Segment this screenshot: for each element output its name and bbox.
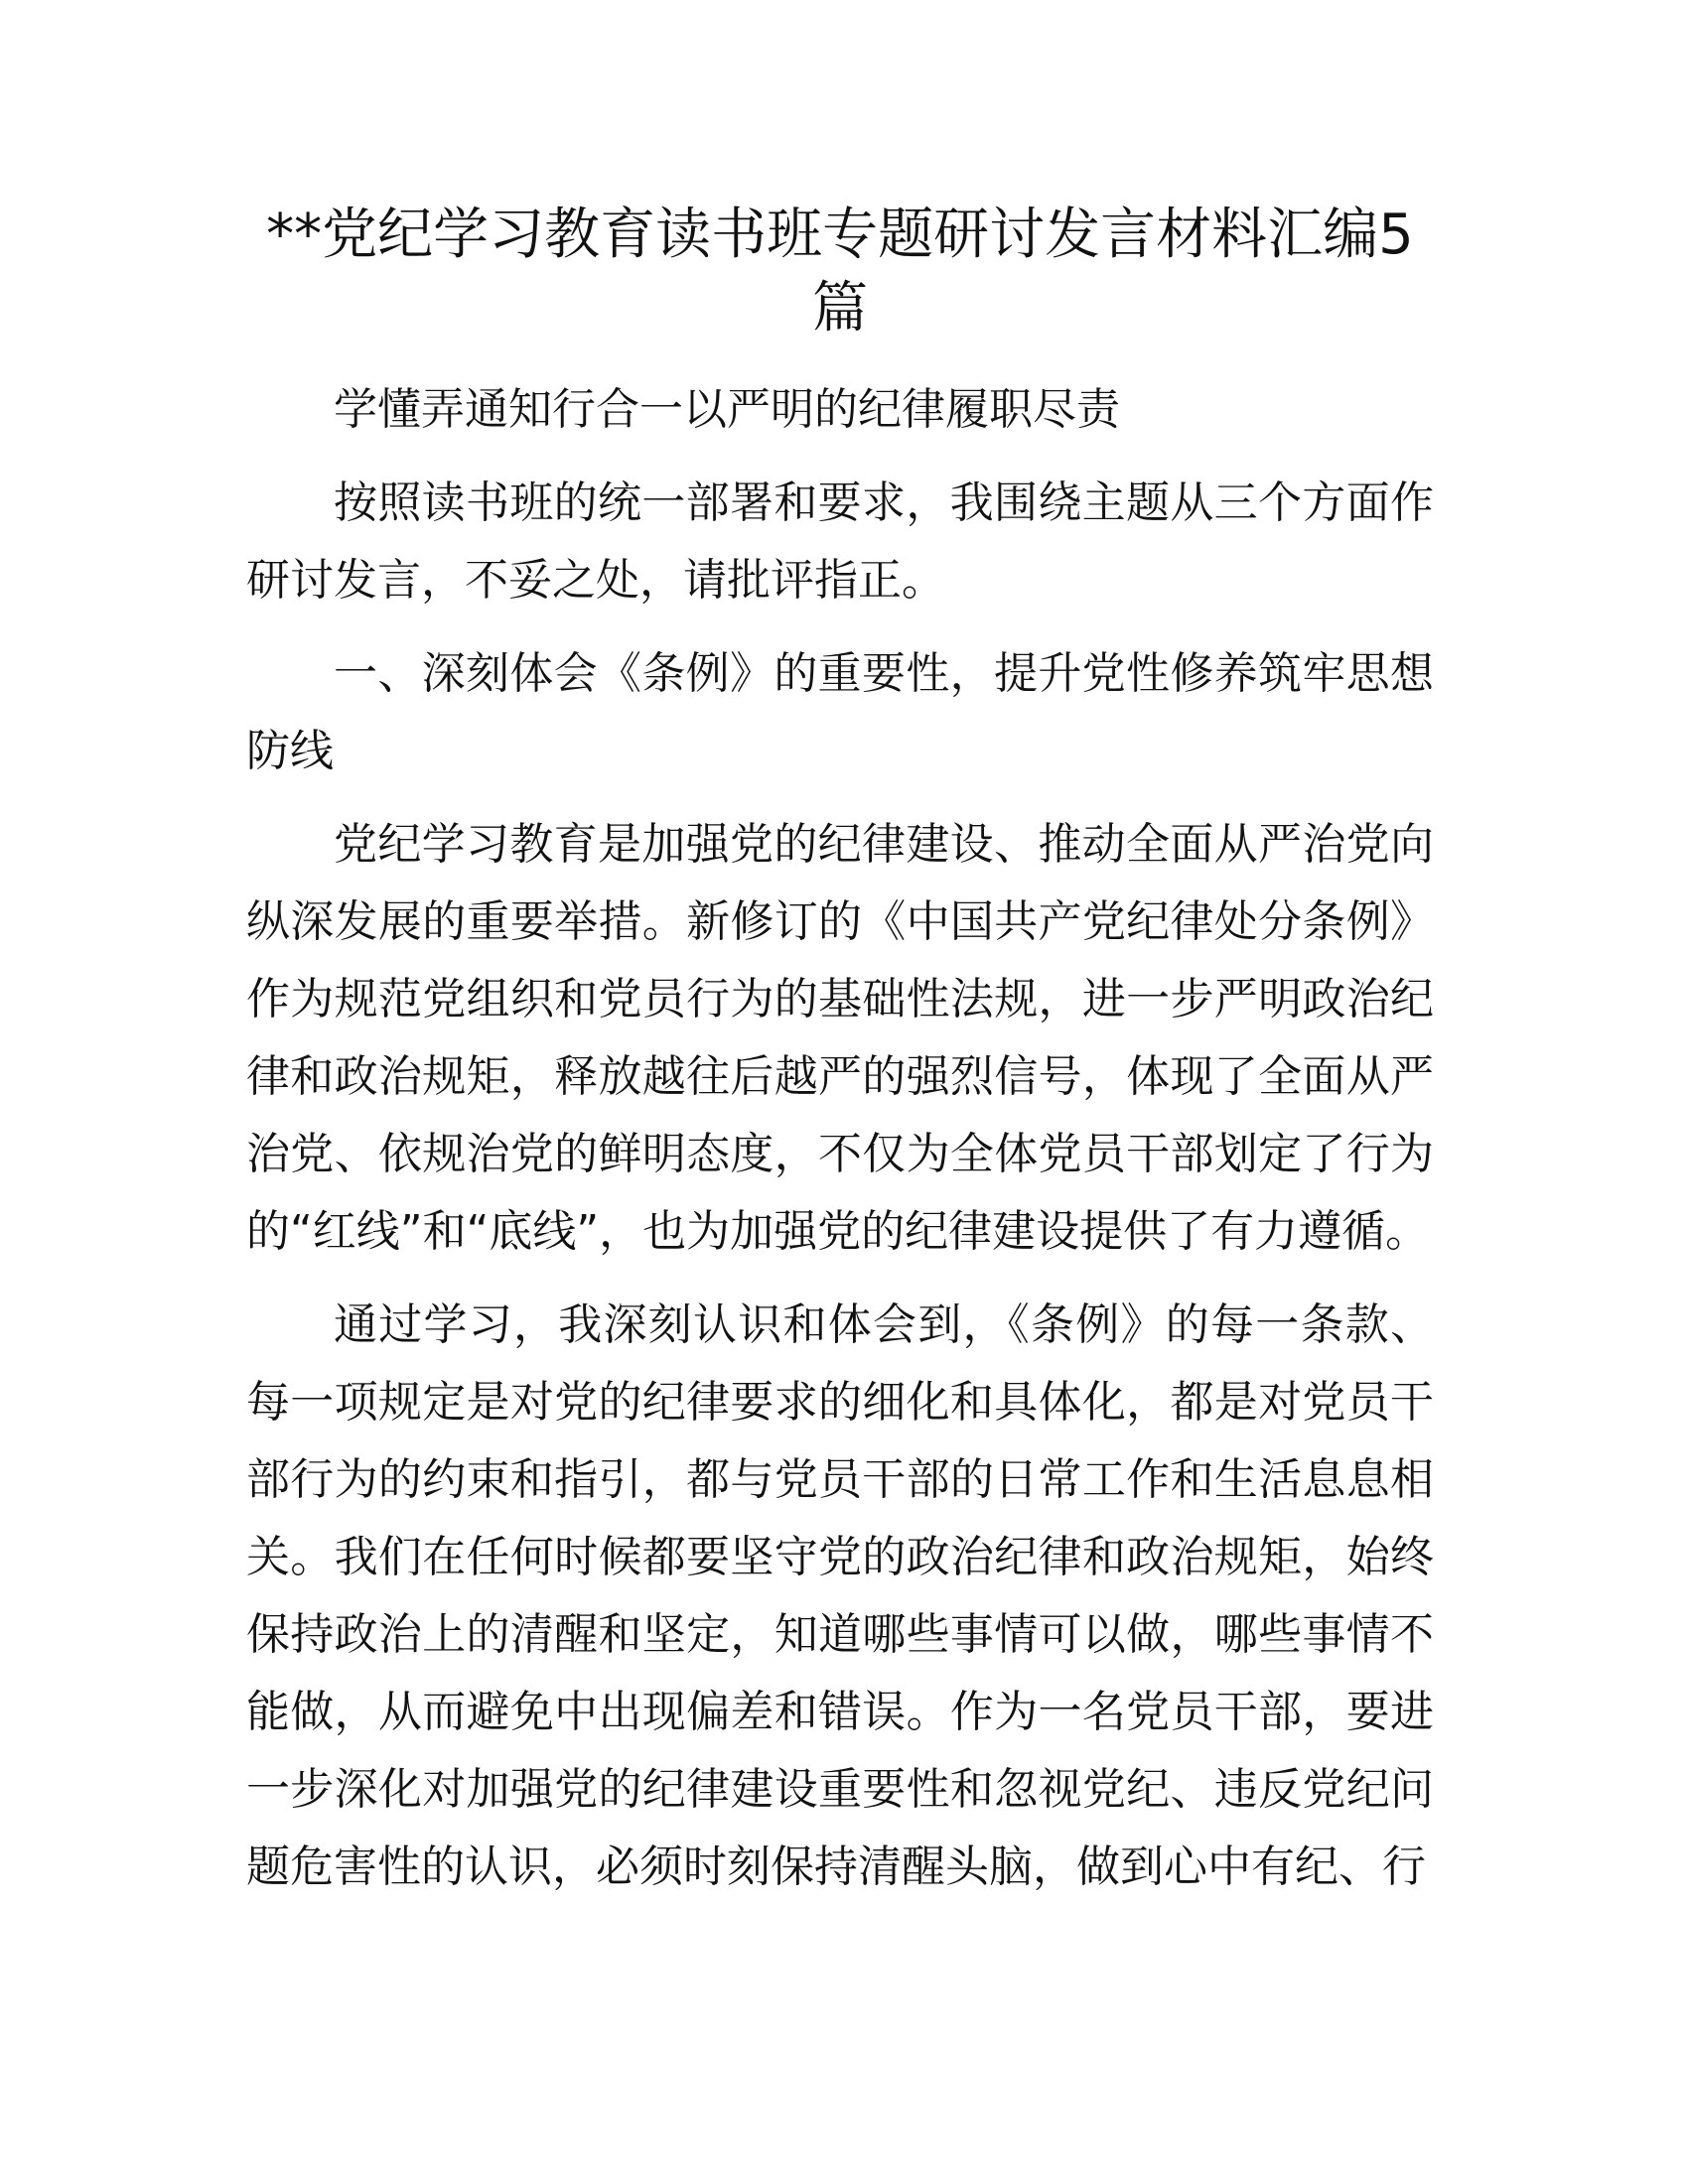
paragraph-intro: 按照读书班的统一部署和要求，我围绕主题从三个方面作研讨发言，不妥之处，请批评指正。 (246, 478, 1434, 606)
document-subtitle: 学懂弄通知行合一以严明的纪律履职尽责 (334, 384, 1120, 435)
document-title: **党纪学习教育读书班专题研讨发言材料汇编5篇 (266, 203, 1414, 341)
section-heading-1: 一、深刻体会《条例》的重要性，提升党性修养筑牢思想防线 (246, 648, 1434, 776)
paragraph-body-1: 党纪学习教育是加强党的纪律建设、推动全面从严治党向纵深发展的重要举措。新修订的《中国共产党纪律处分条例》作为规范党组织和党员行为的基础性法规，进一步严明政治纪律和政治规矩，释放越往后越严的强烈信号，体现了全面从严治党、依规治党的鲜明态度，不仅为全体党员干部划定了行为的“红线”和“底线”，也为加强党的纪律建设提供了有力遵循。 (246, 819, 1434, 1257)
paragraph-body-2: 通过学习，我深刻认识和体会到，《条例》的每一条款、每一项规定是对党的纪律要求的细化和具体化，都是对党员干部行为的约束和指引，都与党员干部的日常工作和生活息息相关。我们在任何时候都要坚守党的政治纪律和政治规矩，始终保持政治上的清醒和坚定，知道哪些事情可以做，哪些事情不能做，从而避免中出现偏差和错误。作为一名党员干部，要进一步深化对加强党的纪律建设重要性和忽视党纪、违反党纪问题危害性的认识，必须时刻保持清醒头脑，做到心中有纪、行 (246, 1299, 1434, 1892)
document-page (246, 199, 1434, 1906)
